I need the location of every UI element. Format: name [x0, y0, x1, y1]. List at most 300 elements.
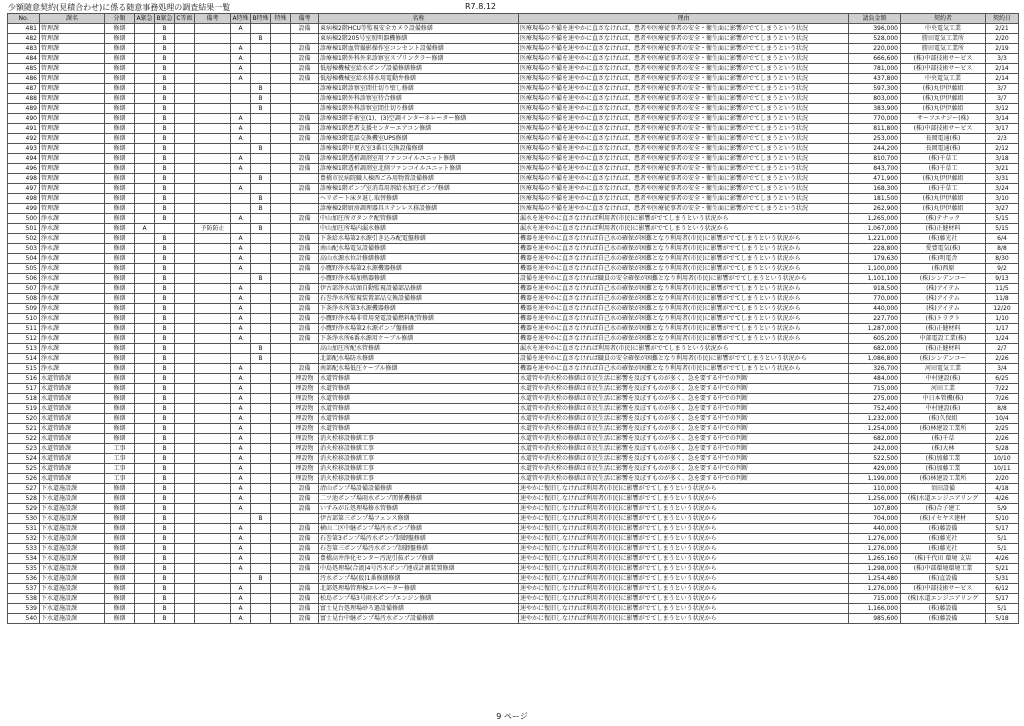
category-cell: 修繕: [105, 224, 135, 234]
table-row: [8, 604, 1019, 614]
category-cell: 修繕: [105, 64, 135, 74]
category-cell: 修繕: [105, 354, 135, 364]
grade-c-cell: [175, 274, 195, 284]
note-cell: [195, 384, 231, 394]
contractor-cell: (株)丸伊伊藤組: [901, 194, 986, 204]
no-cell: 516: [8, 374, 40, 384]
amount-cell: 179,630: [849, 254, 901, 264]
contractor-cell: (株)中部技術サービス: [901, 124, 986, 134]
type-cell: 設備: [291, 534, 319, 544]
urgency-a-cell: [135, 334, 155, 344]
grade-c-cell: [175, 484, 195, 494]
amount-cell: 605,200: [849, 334, 901, 344]
special-b-cell: [251, 184, 271, 194]
urgency-b-cell: B: [155, 54, 175, 64]
date-cell: 5/9: [986, 504, 1019, 514]
type-cell: 埋設物: [291, 464, 319, 474]
date-cell: 11/5: [986, 284, 1019, 294]
urgency-a-cell: [135, 184, 155, 194]
note-cell: [195, 584, 231, 594]
reason-cell: 医療現場の不備を速やかに直さなければ、患者や医療従事者の安全・衛生面に影響がでてしまうという状況: [519, 174, 849, 184]
urgency-a-cell: [135, 44, 155, 54]
amount-cell: 810,700: [849, 154, 901, 164]
special-a-cell: [231, 84, 251, 94]
grade-c-cell: [175, 524, 195, 534]
grade-c-cell: [175, 294, 195, 304]
date-cell: 7/26: [986, 394, 1019, 404]
column-header: No.: [8, 14, 40, 24]
category-cell: 修繕: [105, 154, 135, 164]
special-cell: [271, 484, 291, 494]
amount-cell: 383,900: [849, 104, 901, 114]
special-a-cell: A: [231, 524, 251, 534]
department-cell: 水道管路課: [40, 384, 105, 394]
no-cell: 496: [8, 164, 40, 174]
amount-cell: 227,700: [849, 314, 901, 324]
amount-cell: 1,101,100: [849, 274, 901, 284]
date-cell: 5/10: [986, 514, 1019, 524]
category-cell: 修繕: [105, 394, 135, 404]
amount-cell: 682,000: [849, 344, 901, 354]
urgency-b-cell: B: [155, 574, 175, 584]
contractor-cell: (株)中部技術サービス: [901, 584, 986, 594]
date-cell: 12/20: [986, 304, 1019, 314]
amount-cell: 1,221,000: [849, 234, 901, 244]
date-cell: 5/15: [986, 224, 1019, 234]
name-cell: 診療棟2階厨房調理器具ステンレス移設修繕: [319, 204, 519, 214]
date-cell: 10/4: [986, 414, 1019, 424]
department-cell: 管理課: [40, 194, 105, 204]
urgency-a-cell: [135, 304, 155, 314]
amount-cell: 326,700: [849, 364, 901, 374]
special-b-cell: [251, 454, 271, 464]
reason-cell: 水道管や消火栓の修繕は市民生活に影響を及ぼすものが多く、急を要する中での判断: [519, 414, 849, 424]
special-b-cell: B: [251, 174, 271, 184]
date-cell: 8/30: [986, 254, 1019, 264]
note-cell: [195, 274, 231, 284]
grade-c-cell: [175, 64, 195, 74]
date-cell: 2/14: [986, 64, 1019, 74]
no-cell: 519: [8, 404, 40, 414]
no-cell: 489: [8, 104, 40, 114]
note-cell: [195, 604, 231, 614]
name-cell: 小鷹野浄水場非常用発電設備燃料配管修繕: [319, 314, 519, 324]
urgency-a-cell: [135, 494, 155, 504]
name-cell: 消火栓移設修繕工事: [319, 434, 519, 444]
table-row: [8, 524, 1019, 534]
amount-cell: 1,067,000: [849, 224, 901, 234]
contractor-cell: (株)久保組: [901, 414, 986, 424]
reason-cell: 水道管や消火栓の修繕は市民生活に影響を及ぼすものが多く、急を要する中での判断: [519, 454, 849, 464]
category-cell: 修繕: [105, 164, 135, 174]
special-a-cell: A: [231, 434, 251, 444]
special-a-cell: A: [231, 374, 251, 384]
table-row: [8, 424, 1019, 434]
department-cell: 浄水課: [40, 344, 105, 354]
category-cell: 修繕: [105, 194, 135, 204]
date-cell: 2/21: [986, 24, 1019, 34]
urgency-b-cell: B: [155, 174, 175, 184]
department-cell: 浄水課: [40, 304, 105, 314]
special-a-cell: A: [231, 314, 251, 324]
special-a-cell: A: [231, 24, 251, 34]
date-cell: 3/17: [986, 124, 1019, 134]
category-cell: 修繕: [105, 594, 135, 604]
reason-cell: 水道管や消火栓の修繕は市民生活に影響を及ぼすものが多く、急を要する中での判断: [519, 424, 849, 434]
type-cell: 設備: [291, 324, 319, 334]
urgency-b-cell: B: [155, 114, 175, 124]
name-cell: 水道管修繕: [319, 394, 519, 404]
reason-cell: 医療現場の不備を速やかに直さなければ、患者や医療従事者の安全・衛生面に影響がでてしまうという状況: [519, 204, 849, 214]
department-cell: 水道管路課: [40, 414, 105, 424]
note-cell: [195, 54, 231, 64]
department-cell: 浄水課: [40, 254, 105, 264]
special-a-cell: A: [231, 394, 251, 404]
name-cell: 診療棟1階中更衣室3番目交換設備修繕: [319, 144, 519, 154]
table-body: [8, 24, 1019, 624]
table-row: [8, 154, 1019, 164]
urgency-b-cell: B: [155, 244, 175, 254]
department-cell: 管理課: [40, 104, 105, 114]
amount-cell: 1,265,000: [849, 214, 901, 224]
note-cell: [195, 334, 231, 344]
no-cell: 486: [8, 74, 40, 84]
name-cell: 診療棟1階診察室間仕切り壁し修繕: [319, 84, 519, 94]
special-cell: [271, 44, 291, 54]
special-cell: [271, 124, 291, 134]
grade-c-cell: [175, 304, 195, 314]
special-b-cell: [251, 604, 271, 614]
date-cell: 5/1: [986, 534, 1019, 544]
table-row: [8, 374, 1019, 384]
name-cell: 水道管修繕: [319, 404, 519, 414]
table-row: [8, 474, 1019, 484]
special-cell: [271, 554, 291, 564]
special-a-cell: [231, 174, 251, 184]
department-cell: 浄水課: [40, 214, 105, 224]
special-a-cell: A: [231, 464, 251, 474]
urgency-a-cell: [135, 464, 155, 474]
urgency-b-cell: B: [155, 194, 175, 204]
table-row: [8, 214, 1019, 224]
special-a-cell: A: [231, 384, 251, 394]
urgency-b-cell: B: [155, 84, 175, 94]
special-a-cell: A: [231, 134, 251, 144]
category-cell: 修繕: [105, 314, 135, 324]
no-cell: 533: [8, 544, 40, 554]
note-cell: [195, 34, 231, 44]
special-a-cell: A: [231, 544, 251, 554]
special-a-cell: A: [231, 584, 251, 594]
special-cell: [271, 444, 291, 454]
category-cell: 修繕: [105, 574, 135, 584]
urgency-b-cell: B: [155, 494, 175, 504]
department-cell: 管理課: [40, 154, 105, 164]
amount-cell: 275,000: [849, 394, 901, 404]
date-cell: 3/24: [986, 184, 1019, 194]
reason-cell: 設備を速やかに直さなければ職員の安全確保が困難となり利用者(市民)に影響がでてしまうという状況から: [519, 274, 849, 284]
urgency-b-cell: B: [155, 474, 175, 484]
name-cell: 下条浄水所6番水源用ケーブル修繕: [319, 334, 519, 344]
urgency-a-cell: [135, 124, 155, 134]
special-a-cell: A: [231, 244, 251, 254]
contractor-cell: (株)藤光社: [901, 534, 986, 544]
category-cell: 修繕: [105, 44, 135, 54]
note-cell: [195, 424, 231, 434]
urgency-b-cell: B: [155, 504, 175, 514]
date-cell: 6/4: [986, 234, 1019, 244]
contractor-cell: (株)丸伊伊藤組: [901, 104, 986, 114]
special-a-cell: A: [231, 114, 251, 124]
no-cell: 492: [8, 134, 40, 144]
reason-cell: 水道管や消火栓の修繕は市民生活に影響を及ぼすものが多く、急を要する中での判断: [519, 434, 849, 444]
table-row: [8, 24, 1019, 34]
contractor-cell: (株)アイテム: [901, 284, 986, 294]
grade-c-cell: [175, 354, 195, 364]
name-cell: 水道管修繕: [319, 384, 519, 394]
category-cell: 修繕: [105, 504, 135, 514]
urgency-b-cell: B: [155, 254, 175, 264]
special-b-cell: [251, 264, 271, 274]
category-cell: 修繕: [105, 524, 135, 534]
department-cell: 管理課: [40, 94, 105, 104]
department-cell: 管理課: [40, 184, 105, 194]
category-cell: 修繕: [105, 554, 135, 564]
department-cell: 浄水課: [40, 264, 105, 274]
reason-cell: 水道管や消火栓の修繕は市民生活に影響を及ぼすものが多く、急を要する中での判断: [519, 404, 849, 414]
type-cell: 設備: [291, 314, 319, 324]
special-cell: [271, 604, 291, 614]
type-cell: 設備: [291, 584, 319, 594]
grade-c-cell: [175, 144, 195, 154]
category-cell: 修繕: [105, 184, 135, 194]
reason-cell: 医療現場の不備を速やかに直さなければ、患者や医療従事者の安全・衛生面に影響がでてしまうという状況: [519, 164, 849, 174]
note-cell: [195, 524, 231, 534]
grade-c-cell: [175, 544, 195, 554]
special-b-cell: [251, 434, 271, 444]
contract-table: [7, 13, 1019, 624]
grade-c-cell: [175, 24, 195, 34]
column-header: 名称: [319, 14, 519, 24]
no-cell: 487: [8, 84, 40, 94]
type-cell: 設備: [291, 234, 319, 244]
category-cell: 修繕: [105, 374, 135, 384]
contractor-cell: (株)合子建工: [901, 504, 986, 514]
name-cell: いずみが丘処理場修水管修繕: [319, 504, 519, 514]
urgency-a-cell: [135, 594, 155, 604]
special-b-cell: [251, 534, 271, 544]
special-b-cell: [251, 74, 271, 84]
type-cell: [291, 174, 319, 184]
urgency-a-cell: [135, 214, 155, 224]
name-cell: 汚水ポンプ場(仮)1番修繕修繕: [319, 574, 519, 584]
date-cell: 2/25: [986, 424, 1019, 434]
reason-cell: 機器を速やかに直さなければ自己水の確保が困難となり利用者(市民)に影響がでてしまうという状況から: [519, 254, 849, 264]
special-cell: [271, 394, 291, 404]
category-cell: 修繕: [105, 124, 135, 134]
note-cell: [195, 144, 231, 154]
urgency-a-cell: A: [135, 224, 155, 234]
contractor-cell: 長岡電通(株): [901, 134, 986, 144]
reason-cell: 機器を速やかに直さなければ自己水の確保が困難となり利用者(市民)に影響がでてしまうという状況から: [519, 244, 849, 254]
special-a-cell: A: [231, 154, 251, 164]
contractor-cell: (株)千代田 環境 支店: [901, 554, 986, 564]
category-cell: 修繕: [105, 544, 135, 554]
amount-cell: 429,000: [849, 464, 901, 474]
contractor-cell: 中日本管機(株): [901, 394, 986, 404]
date-cell: 2/12: [986, 144, 1019, 154]
type-cell: 埋設物: [291, 374, 319, 384]
reason-cell: 速やかに復旧しなければ利用者(市民)に影響がでてしまうという状況から: [519, 504, 849, 514]
special-cell: [271, 454, 291, 464]
amount-cell: 666,600: [849, 54, 901, 64]
name-cell: 診療棟1階透析調剤室北側ファンコイルユニット修繕: [319, 164, 519, 174]
table-row: [8, 64, 1019, 74]
special-cell: [271, 164, 291, 174]
name-cell: 二ツ池ポンプ場雨水ポンプ関係機修繕: [319, 494, 519, 504]
table-row: [8, 254, 1019, 264]
reason-cell: 医療現場の不備を速やかに直さなければ、患者や医療従事者の安全・衛生面に影響がでてしまうという状況: [519, 24, 849, 34]
no-cell: 531: [8, 524, 40, 534]
grade-c-cell: [175, 504, 195, 514]
department-cell: 浄水課: [40, 314, 105, 324]
special-a-cell: [231, 224, 251, 234]
reason-cell: 医療現場の不備を速やかに直さなければ、患者や医療従事者の安全・衛生面に影響がでてしまうという状況: [519, 44, 849, 54]
name-cell: 消火栓移設修繕工事: [319, 474, 519, 484]
reason-cell: 医療現場の不備を速やかに直さなければ、患者や医療従事者の安全・衛生面に影響がでてしまうという状況: [519, 64, 849, 74]
department-cell: 下水道施設課: [40, 564, 105, 574]
amount-cell: 770,000: [849, 294, 901, 304]
type-cell: [291, 104, 319, 114]
special-cell: [271, 464, 291, 474]
reason-cell: 速やかに復旧しなければ利用者(市民)に影響がでてしまうという状況から: [519, 574, 849, 584]
reason-cell: 速やかに復旧しなければ利用者(市民)に影響がでてしまうという状況から: [519, 584, 849, 594]
date-cell: 2/19: [986, 44, 1019, 54]
name-cell: 横山二区中継ポンプ場汚水ポンプ修繕: [319, 524, 519, 534]
department-cell: 浄水課: [40, 224, 105, 234]
note-cell: [195, 74, 231, 84]
urgency-b-cell: B: [155, 544, 175, 554]
amount-cell: 781,000: [849, 64, 901, 74]
category-cell: 修繕: [105, 604, 135, 614]
type-cell: 設備: [291, 164, 319, 174]
no-cell: 509: [8, 304, 40, 314]
department-cell: 浄水課: [40, 274, 105, 284]
amount-cell: 843,700: [849, 164, 901, 174]
amount-cell: 918,500: [849, 284, 901, 294]
no-cell: 511: [8, 324, 40, 334]
special-a-cell: A: [231, 504, 251, 514]
type-cell: [291, 344, 319, 354]
type-cell: 設備: [291, 184, 319, 194]
urgency-a-cell: [135, 24, 155, 34]
urgency-b-cell: B: [155, 74, 175, 84]
special-cell: [271, 264, 291, 274]
special-a-cell: A: [231, 284, 251, 294]
special-cell: [271, 94, 291, 104]
type-cell: 設備: [291, 74, 319, 84]
name-cell: 低層棟機械室給水排水用電動弁修繕: [319, 74, 519, 84]
note-cell: [195, 414, 231, 424]
urgency-a-cell: [135, 384, 155, 394]
special-cell: [271, 544, 291, 554]
reason-cell: 漏水を速やかに直さなければ利用者(市民)に影響がでてしまうという状況から: [519, 214, 849, 224]
special-cell: [271, 114, 291, 124]
category-cell: 修繕: [105, 514, 135, 524]
urgency-b-cell: B: [155, 604, 175, 614]
grade-c-cell: [175, 424, 195, 434]
category-cell: 修繕: [105, 34, 135, 44]
date-cell: 2/26: [986, 354, 1019, 364]
no-cell: 528: [8, 494, 40, 504]
special-cell: [271, 54, 291, 64]
urgency-b-cell: B: [155, 154, 175, 164]
urgency-a-cell: [135, 284, 155, 294]
no-cell: 540: [8, 614, 40, 624]
urgency-b-cell: B: [155, 234, 175, 244]
table-row: [8, 194, 1019, 204]
special-cell: [271, 574, 291, 584]
grade-c-cell: [175, 494, 195, 504]
note-cell: [195, 554, 231, 564]
urgency-a-cell: [135, 34, 155, 44]
special-b-cell: B: [251, 84, 271, 94]
contractor-cell: サーフエナジー(株): [901, 114, 986, 124]
grade-c-cell: [175, 104, 195, 114]
department-cell: 管理課: [40, 44, 105, 54]
grade-c-cell: [175, 604, 195, 614]
department-cell: 下水道施設課: [40, 604, 105, 614]
type-cell: 設備: [291, 554, 319, 564]
special-b-cell: [251, 254, 271, 264]
urgency-a-cell: [135, 194, 155, 204]
urgency-a-cell: [135, 74, 155, 84]
no-cell: 498: [8, 174, 40, 184]
urgency-a-cell: [135, 434, 155, 444]
special-b-cell: [251, 474, 271, 484]
special-cell: [271, 314, 291, 324]
category-cell: 修繕: [105, 384, 135, 394]
special-b-cell: B: [251, 224, 271, 234]
urgency-b-cell: B: [155, 584, 175, 594]
amount-cell: 1,276,000: [849, 544, 901, 554]
table-row: [8, 464, 1019, 474]
department-cell: 管理課: [40, 114, 105, 124]
urgency-b-cell: B: [155, 294, 175, 304]
date-cell: 1/24: [986, 334, 1019, 344]
amount-cell: 682,000: [849, 434, 901, 444]
no-cell: 535: [8, 564, 40, 574]
name-cell: 消火栓移設修繕工事: [319, 464, 519, 474]
date-cell: 5/1: [986, 544, 1019, 554]
special-b-cell: [251, 234, 271, 244]
note-cell: [195, 434, 231, 444]
table-row: [8, 34, 1019, 44]
table-row: [8, 364, 1019, 374]
special-a-cell: A: [231, 64, 251, 74]
urgency-a-cell: [135, 84, 155, 94]
urgency-b-cell: B: [155, 164, 175, 174]
table-row: [8, 164, 1019, 174]
urgency-a-cell: [135, 294, 155, 304]
contractor-cell: (株)藤設備: [901, 614, 986, 624]
urgency-b-cell: B: [155, 64, 175, 74]
special-cell: [271, 24, 291, 34]
no-cell: 527: [8, 484, 40, 494]
urgency-a-cell: [135, 444, 155, 454]
special-a-cell: A: [231, 564, 251, 574]
special-a-cell: [231, 514, 251, 524]
